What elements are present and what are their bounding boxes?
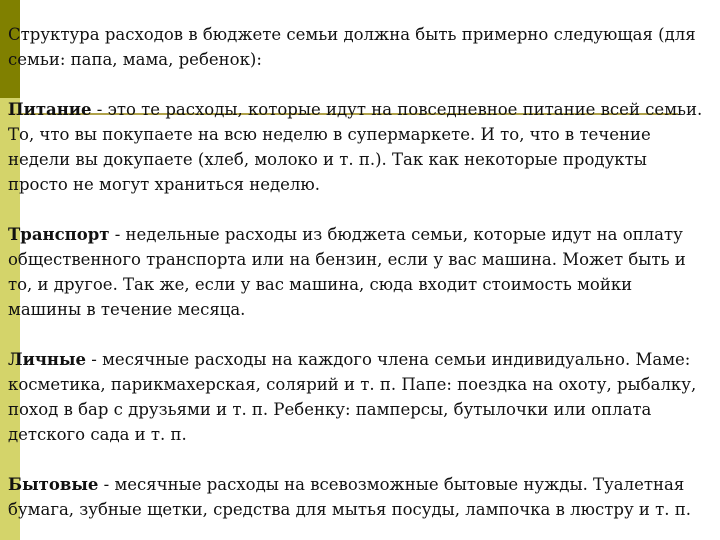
expense-item-personal	[8, 347, 708, 447]
expense-item-household	[8, 472, 708, 522]
expense-term-personal: Личные	[8, 350, 87, 369]
expense-term-transport: Транспорт	[8, 225, 110, 244]
expense-desc-transport: - недельные расходы из бюджета семьи, которые идут на оплату общественного транспорта или на бензин, если у вас машина. Может быть и то, и другое. Так же, если у вас машина, сюда входит стоимость мойки машины в течение месяца.	[8, 225, 686, 319]
expense-desc-personal: - месячные расходы на каждого члена семьи индивидуально. Маме: косметика, парикмахерская, солярий и т. п. Папе: поездка на охоту, рыбалку, поход в бар с друзьями и т. п. Ребенку: памперсы, бутылочки или оплата детского сада и т. п.	[8, 350, 697, 444]
expense-item-transport	[8, 222, 708, 322]
expense-item-food	[8, 97, 708, 197]
expense-term-food: Питание	[8, 100, 92, 119]
slide-text-body	[8, 22, 708, 522]
intro-paragraph: Структура расходов в бюджете семьи должна быть примерно следующая (для семьи: папа, мама, ребенок):	[8, 25, 696, 69]
expense-desc-household: - месячные расходы на всевозможные бытовые нужды. Туалетная бумага, зубные щетки, средства для мытья посуды, лампочка в люстру и т. п.	[8, 475, 692, 519]
expense-term-household: Бытовые	[8, 475, 99, 494]
expense-desc-food: - это те расходы, которые идут на повседневное питание всей семьи. То, что вы покупаете на всю неделю в супермаркете. И то, что в течение недели вы докупаете (хлеб, молоко и т. п.). Так как некоторые продукты просто не могут храниться неделю.	[8, 100, 703, 194]
